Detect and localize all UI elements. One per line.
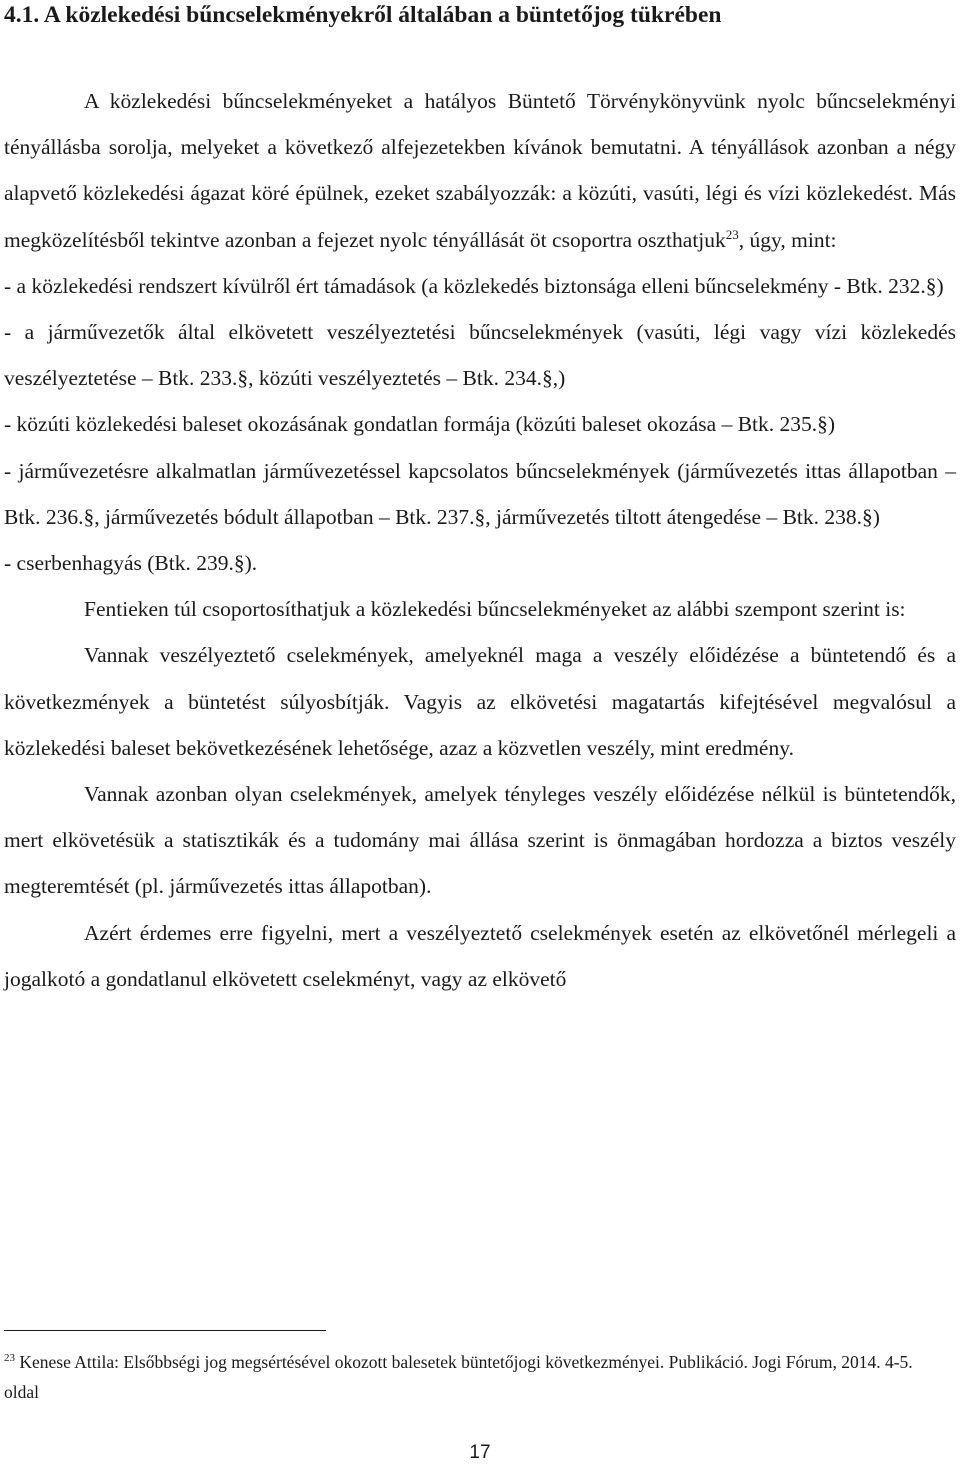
paragraph: Vannak azonban olyan cselekmények, amelyek tényleges veszély előidézése nélkül is büntetendők, mert elkövetésük a statisztikák és a tudomány mai állása szerint is önmagában hordozza a biztos veszély megteremtését (pl. járművezetés ittas állapotban). <box>4 782 956 899</box>
paragraph: Vannak veszélyeztető cselekmények, amelyeknél maga a veszély előidézése a büntetendő és a következmények a büntetést súlyosbítják. Vagyis az elkövetési magatartás kifejtésével megvalósul a közlekedési baleset bekövetkezésének lehetősége, azaz a közvetlen veszély, mint eredmény. <box>4 643 956 760</box>
footnote <box>4 1347 944 1407</box>
section-heading: 4.1. A közlekedési bűncselekményekről általában a büntetőjog tükrében <box>4 2 722 28</box>
footnote-number: 23 <box>4 1352 15 1365</box>
list-item: - a közlekedési rendszert kívülről ért támadások (a közlekedés biztonsága elleni bűncselekmény - Btk. 232.§) <box>4 273 944 298</box>
footnote-reference: 23 <box>725 226 739 242</box>
list-item: - a járművezetők által elkövetett veszélyeztetési bűncselekmények (vasúti, légi vagy vízi közlekedés veszélyeztetése – Btk. 233.§, közúti veszélyeztetés – Btk. 234.§,) <box>4 320 956 391</box>
paragraph-intro-end: , úgy, mint: <box>738 227 837 252</box>
paragraph: Fentieken túl csoportosíthatjuk a közlekedési bűncselekményeket az alábbi szempont szerint is: <box>84 597 906 622</box>
page-number: 17 <box>469 1442 491 1463</box>
paragraph-intro <box>4 78 956 263</box>
list-item: - közúti közlekedési baleset okozásának gondatlan formája (közúti baleset okozása – Btk. 235.§) <box>4 412 836 437</box>
footnote-divider <box>4 1330 326 1331</box>
list-item: - járművezetésre alkalmatlan járművezetéssel kapcsolatos bűncselekmények (járművezetés ittas állapotban – Btk. 236.§, járművezetés bódult állapotban – Btk. 237.§, járművezetés tiltott átengedése – Btk. 238.§) <box>4 458 956 529</box>
list-item: - cserbenhagyás (Btk. 239.§). <box>4 551 258 576</box>
paragraph: Azért érdemes erre figyelni, mert a veszélyeztető cselekmények esetén az elkövetőnél mérlegeli a jogalkotó a gondatlanul elkövetett cselekményt, vagy az elkövető <box>4 920 956 991</box>
footnote-text: Kenese Attila: Elsőbbségi jog megsértésével okozott balesetek büntetőjogi következményei. Publikáció. Jogi Fórum, 2014. 4-5. oldal <box>4 1352 913 1402</box>
paragraph-intro-text: A közlekedési bűncselekményeket a hatályos Büntető Törvénykönyvünk nyolc bűncselekményi tényállásba sorolja, melyeket a következő alfejezetekben kívánok bemutatni. A tényállások azonban a négy alapvető közlekedési ágazat köré épülnek, ezeket szabályozzák: a közúti, vasúti, légi és vízi közlekedést. Más megközelítésből tekintve azonban a fejezet nyolc tényállását öt csoportra oszthatjuk <box>4 89 956 252</box>
body-text <box>4 78 956 1002</box>
